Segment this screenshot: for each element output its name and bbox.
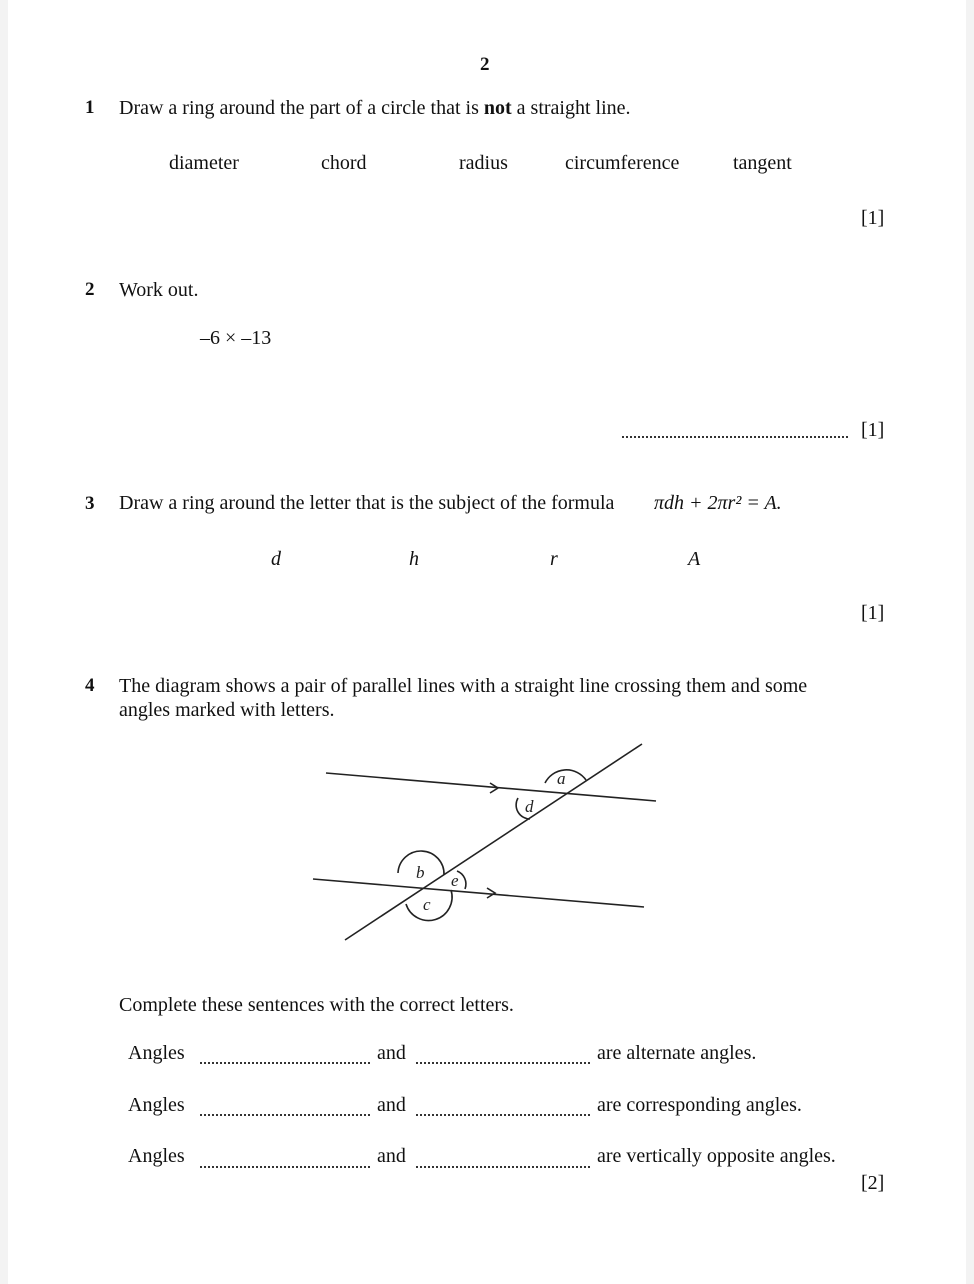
parallel-lines-diagram xyxy=(298,735,678,950)
sentence2-blank1[interactable] xyxy=(200,1114,370,1116)
angle-arc-a xyxy=(545,770,586,783)
upper-parallel-line xyxy=(326,773,656,801)
q3-option-A[interactable]: A xyxy=(688,548,701,570)
q2-number: 2 xyxy=(85,279,95,300)
q1-option-radius[interactable]: radius xyxy=(459,152,508,174)
q3-option-d[interactable]: d xyxy=(271,548,281,570)
angle-label-b: b xyxy=(416,863,425,882)
sentence3-start: Angles xyxy=(128,1145,185,1167)
q1-option-tangent[interactable]: tangent xyxy=(733,152,792,174)
sentence2-start: Angles xyxy=(128,1094,185,1116)
q3-option-r[interactable]: r xyxy=(550,548,558,570)
angle-label-e: e xyxy=(451,871,459,890)
q4-text-line1: The diagram shows a pair of parallel lines with a straight line crossing them and some xyxy=(119,675,808,697)
sentence3-middle: and xyxy=(377,1145,406,1167)
sentence3-blank2[interactable] xyxy=(416,1166,590,1168)
q1-text-after: a straight line. xyxy=(511,97,631,119)
q3-formula: πdh + 2πr² = A. xyxy=(654,492,782,514)
sentence1-start: Angles xyxy=(128,1042,185,1064)
sentence2-middle: and xyxy=(377,1094,406,1116)
q3-text: Draw a ring around the letter that is the subject of the formula xyxy=(119,492,615,514)
q1-text-before: Draw a ring around the part of a circle that is xyxy=(119,97,484,119)
q3-marks: [1] xyxy=(861,602,885,624)
sentence1-blank2[interactable] xyxy=(416,1062,590,1064)
angle-label-c: c xyxy=(423,895,431,914)
q1-option-circumference[interactable]: circumference xyxy=(565,152,680,174)
q1-option-diameter[interactable]: diameter xyxy=(169,152,239,174)
q2-text: Work out. xyxy=(119,279,199,301)
sentence1-end: are alternate angles. xyxy=(597,1042,757,1064)
lower-parallel-line xyxy=(313,879,644,907)
q1-number: 1 xyxy=(85,97,95,118)
sentence2-blank2[interactable] xyxy=(416,1114,590,1116)
lower-parallel-arrow xyxy=(487,888,495,898)
angle-label-a: a xyxy=(557,769,566,788)
q2-expression: –6 × –13 xyxy=(200,327,272,349)
q4-number: 4 xyxy=(85,675,95,696)
q1-text xyxy=(119,96,631,120)
q3-option-h[interactable]: h xyxy=(409,548,419,570)
q3-number: 3 xyxy=(85,493,95,514)
q4-text-line2: angles marked with letters. xyxy=(119,699,335,721)
transversal-line xyxy=(345,744,642,940)
q1-text-bold: not xyxy=(483,97,512,119)
q4-instruction: Complete these sentences with the correct letters. xyxy=(119,994,514,1016)
q1-marks: [1] xyxy=(861,207,885,229)
q2-marks: [1] xyxy=(861,419,885,441)
sentence1-blank1[interactable] xyxy=(200,1062,370,1064)
q4-marks: [2] xyxy=(861,1172,885,1194)
sentence3-end: are vertically opposite angles. xyxy=(597,1145,836,1167)
q1-option-chord[interactable]: chord xyxy=(321,152,367,174)
sentence2-end: are corresponding angles. xyxy=(597,1094,802,1116)
angle-label-d: d xyxy=(525,797,534,816)
sentence3-blank1[interactable] xyxy=(200,1166,370,1168)
q2-answer-line[interactable] xyxy=(622,436,848,438)
page-number: 2 xyxy=(480,54,490,75)
sentence1-middle: and xyxy=(377,1042,406,1064)
exam-page xyxy=(8,0,966,1284)
